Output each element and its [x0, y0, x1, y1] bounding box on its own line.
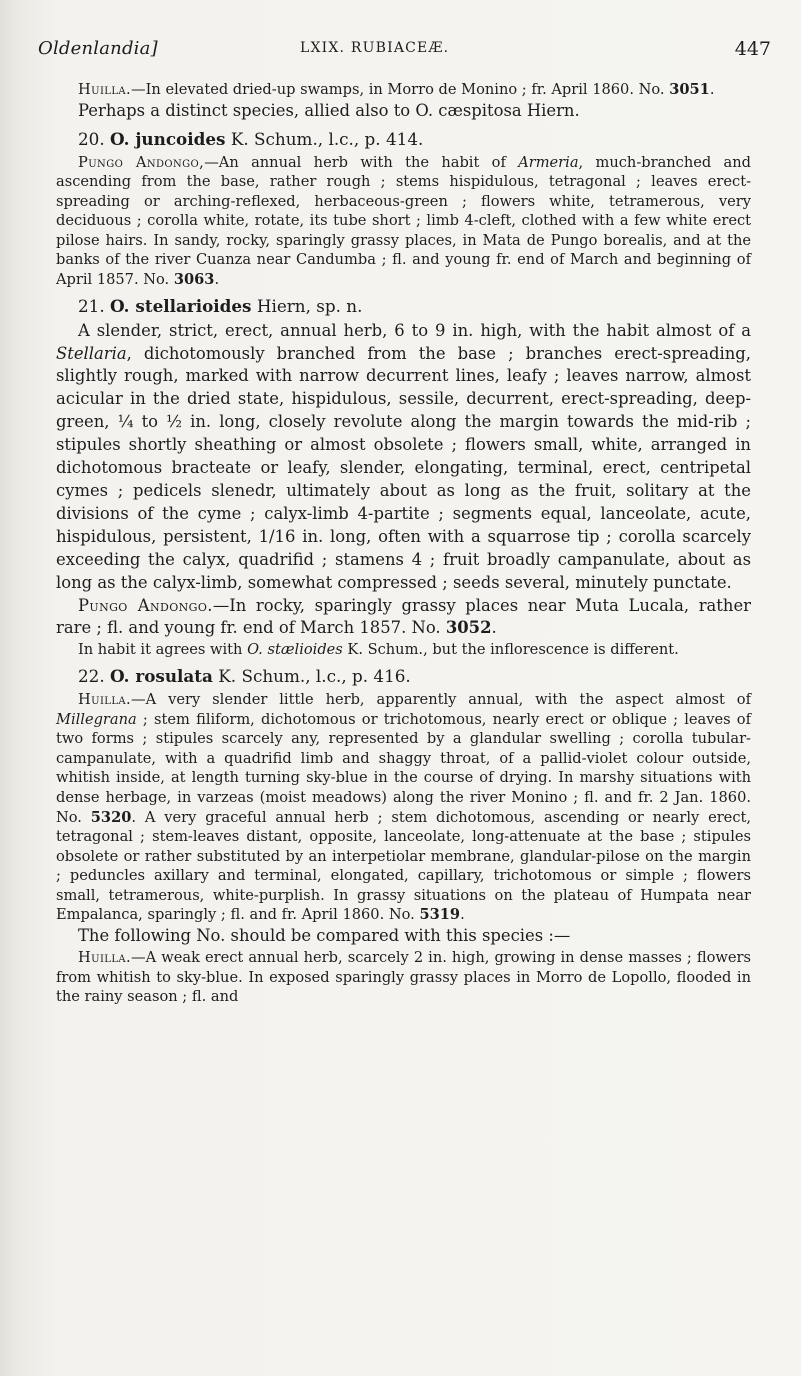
locality-name: Huilla. — [78, 690, 132, 708]
specimen-number: 5320 — [90, 808, 132, 826]
species-name: O. stellarioides — [110, 295, 252, 316]
species-number: 21. — [78, 295, 105, 316]
running-title: Oldenlandia] — [38, 38, 158, 59]
locality-paragraph — [56, 948, 751, 1007]
paragraph-text: , much-branched and ascending from the base, rather rough ; stems hispidulous, tetragonal ; leaves erect-spreading or arching-reflexed, herbaceous-green ; flowers white, tetramerous, very deciduous ; corolla white, rotate, its tube short ; limb 4-cleft, clothed with a few white erect pilose hairs. In sandy, rocky, sparingly grassy places, in Mata de Pungo borealis, and at the banks of the river Cuanza near Candumba ; fl. and young fr. end of March and beginning of April 1857. No. — [56, 153, 751, 289]
fraction: 1/16 — [258, 526, 296, 546]
locality-paragraph — [56, 690, 751, 925]
locality-name: Pungo Andongo, — [78, 153, 205, 171]
locality-paragraph — [56, 153, 751, 290]
species-number: 20. — [78, 128, 105, 149]
species-note — [56, 640, 751, 660]
specimen-number: 3052 — [445, 618, 492, 638]
species-heading — [56, 664, 751, 688]
species-heading — [56, 127, 751, 151]
paragraph-text: A slender, strict, erect, annual herb, 6 to 9 in. high, with the habit almost of a — [78, 320, 751, 340]
paragraph-text: . A very graceful annual herb ; stem dichotomous, ascending or nearly erect, tetragonal ; stem-leaves distant, opposite, lanceolate, long-attenuate at the base ; stipules obsolete or rather substituted by an interpetiolar membrane, glandular-pilose on the margin ; peduncles axillary and terminal, elongated, capillary, trichotomous or simple ; flowers small, tetramerous, white-purplish. In grassy situations on the plateau of Humpata near Empalanca, sparingly ; fl. and fr. April 1860. No. — [56, 808, 751, 924]
paragraph-text: . — [460, 906, 465, 924]
species-name: O. rosulata — [110, 665, 213, 686]
species-name: O. juncoides — [110, 128, 226, 149]
specimen-number: 3051 — [669, 81, 710, 98]
specimen-number-label: No. — [638, 81, 670, 98]
locality-name: Huilla. — [78, 81, 132, 98]
specimen-number: 3063 — [173, 271, 215, 289]
running-header — [38, 38, 771, 64]
species-heading — [56, 294, 751, 318]
compare-line: The following No. should be compared with this species :— — [78, 926, 571, 946]
paragraph-text: , dichotomously branched from the base ; branches erect-spreading, slightly rough, marked with narrow decurrent lines, leafy ; leaves narrow, almost acicular in the dried state, hispidulous, sessile, decurrent, erect-spreading, deep-green, ¼ to ½ in. long, closely revolute along the margin towards the mid-rib ; stipules shortly sheathing or almost obsolete ; flowers small, white, arranged in dichotomous bracteate or leafy, slender, elongating, terminal, erect, centripetal cymes ; pedicels slenedr, ultimately about as long as the fruit, solitary at the divisions of the cyme ; calyx-limb 4-partite ; segments equal, lanceolate, acute, hispidulous, persistent, — [56, 343, 751, 546]
paragraph-text: . — [214, 271, 220, 289]
paragraph-text: K. Schum., but the inflorescence is different. — [342, 641, 679, 659]
paragraph-text: . — [491, 618, 497, 638]
genus-name: Stellaria — [56, 343, 127, 363]
locality-paragraph — [56, 80, 751, 100]
locality-paragraph — [56, 595, 751, 641]
paragraph-text: . — [709, 81, 715, 98]
species-name: O. stælioides — [247, 641, 343, 659]
page-body — [56, 80, 751, 1007]
paragraph-text: —A very slender little herb, apparently annual, with the aspect almost of — [131, 690, 751, 708]
paragraph-text: —A weak erect annual herb, scarcely 2 in. high, growing in dense masses ; flowers from whitish to sky-blue. In exposed sparingly grassy places in Morro de Lopollo, flooded in the rainy season ; fl. and — [56, 948, 751, 1006]
paragraph-text: —In elevated dried-up swamps, in Morro de Monino ; fr. April 1860. — [131, 81, 639, 98]
paragraph-text: In habit it agrees with — [78, 641, 248, 659]
locality-name: Huilla. — [78, 948, 132, 966]
species-authority: K. Schum., l.c., p. 416. — [212, 665, 411, 686]
specimen-number: 5319 — [419, 906, 461, 924]
genus-name: Millegrana — [56, 710, 137, 728]
species-authority: K. Schum., l.c., p. 414. — [225, 128, 424, 149]
section-title: LXIX. RUBIACEÆ. — [300, 40, 450, 56]
species-authority: Hiern, sp. n. — [251, 295, 363, 316]
locality-name: Pungo Andongo. — [78, 595, 213, 615]
species-note: Perhaps a distinct species, allied also to O. cæspitosa Hiern. — [78, 100, 580, 120]
species-number: 22. — [78, 665, 105, 686]
paragraph-text: ; stem filiform, dichotomous or trichotomous, nearly erect or oblique ; leaves of two forms ; stipules scarcely any, represented by a glandular swelling ; corolla tubular-campanulate, with a quadrifid limb and shaggy throat, of a pallid-violet colour outside, whitish inside, at length turning sky-blue in the course of drying. In marshy situations with dense herbage, in varzeas (moist meadows) along the river Monino ; fl. and fr. 2 Jan. 1860. No. — [56, 710, 751, 826]
paragraph-text: —In rocky, sparingly grassy places near Muta Lucala, rather rare ; fl. and young fr. end of March 1857. No. — [56, 595, 751, 638]
paragraph-text: in. long, often with a squarrose tip ; corolla scarcely exceeding the calyx, quadrifid ; stamens 4 ; fruit broadly campanulate, about as long as the calyx-limb, somewhat compressed ; seeds several, minutely punctate. — [56, 526, 751, 592]
paragraph-text: —An annual herb with the habit of — [204, 153, 519, 171]
page-number: 447 — [734, 38, 771, 60]
species-description — [56, 320, 751, 595]
genus-name: Armeria — [518, 153, 579, 171]
